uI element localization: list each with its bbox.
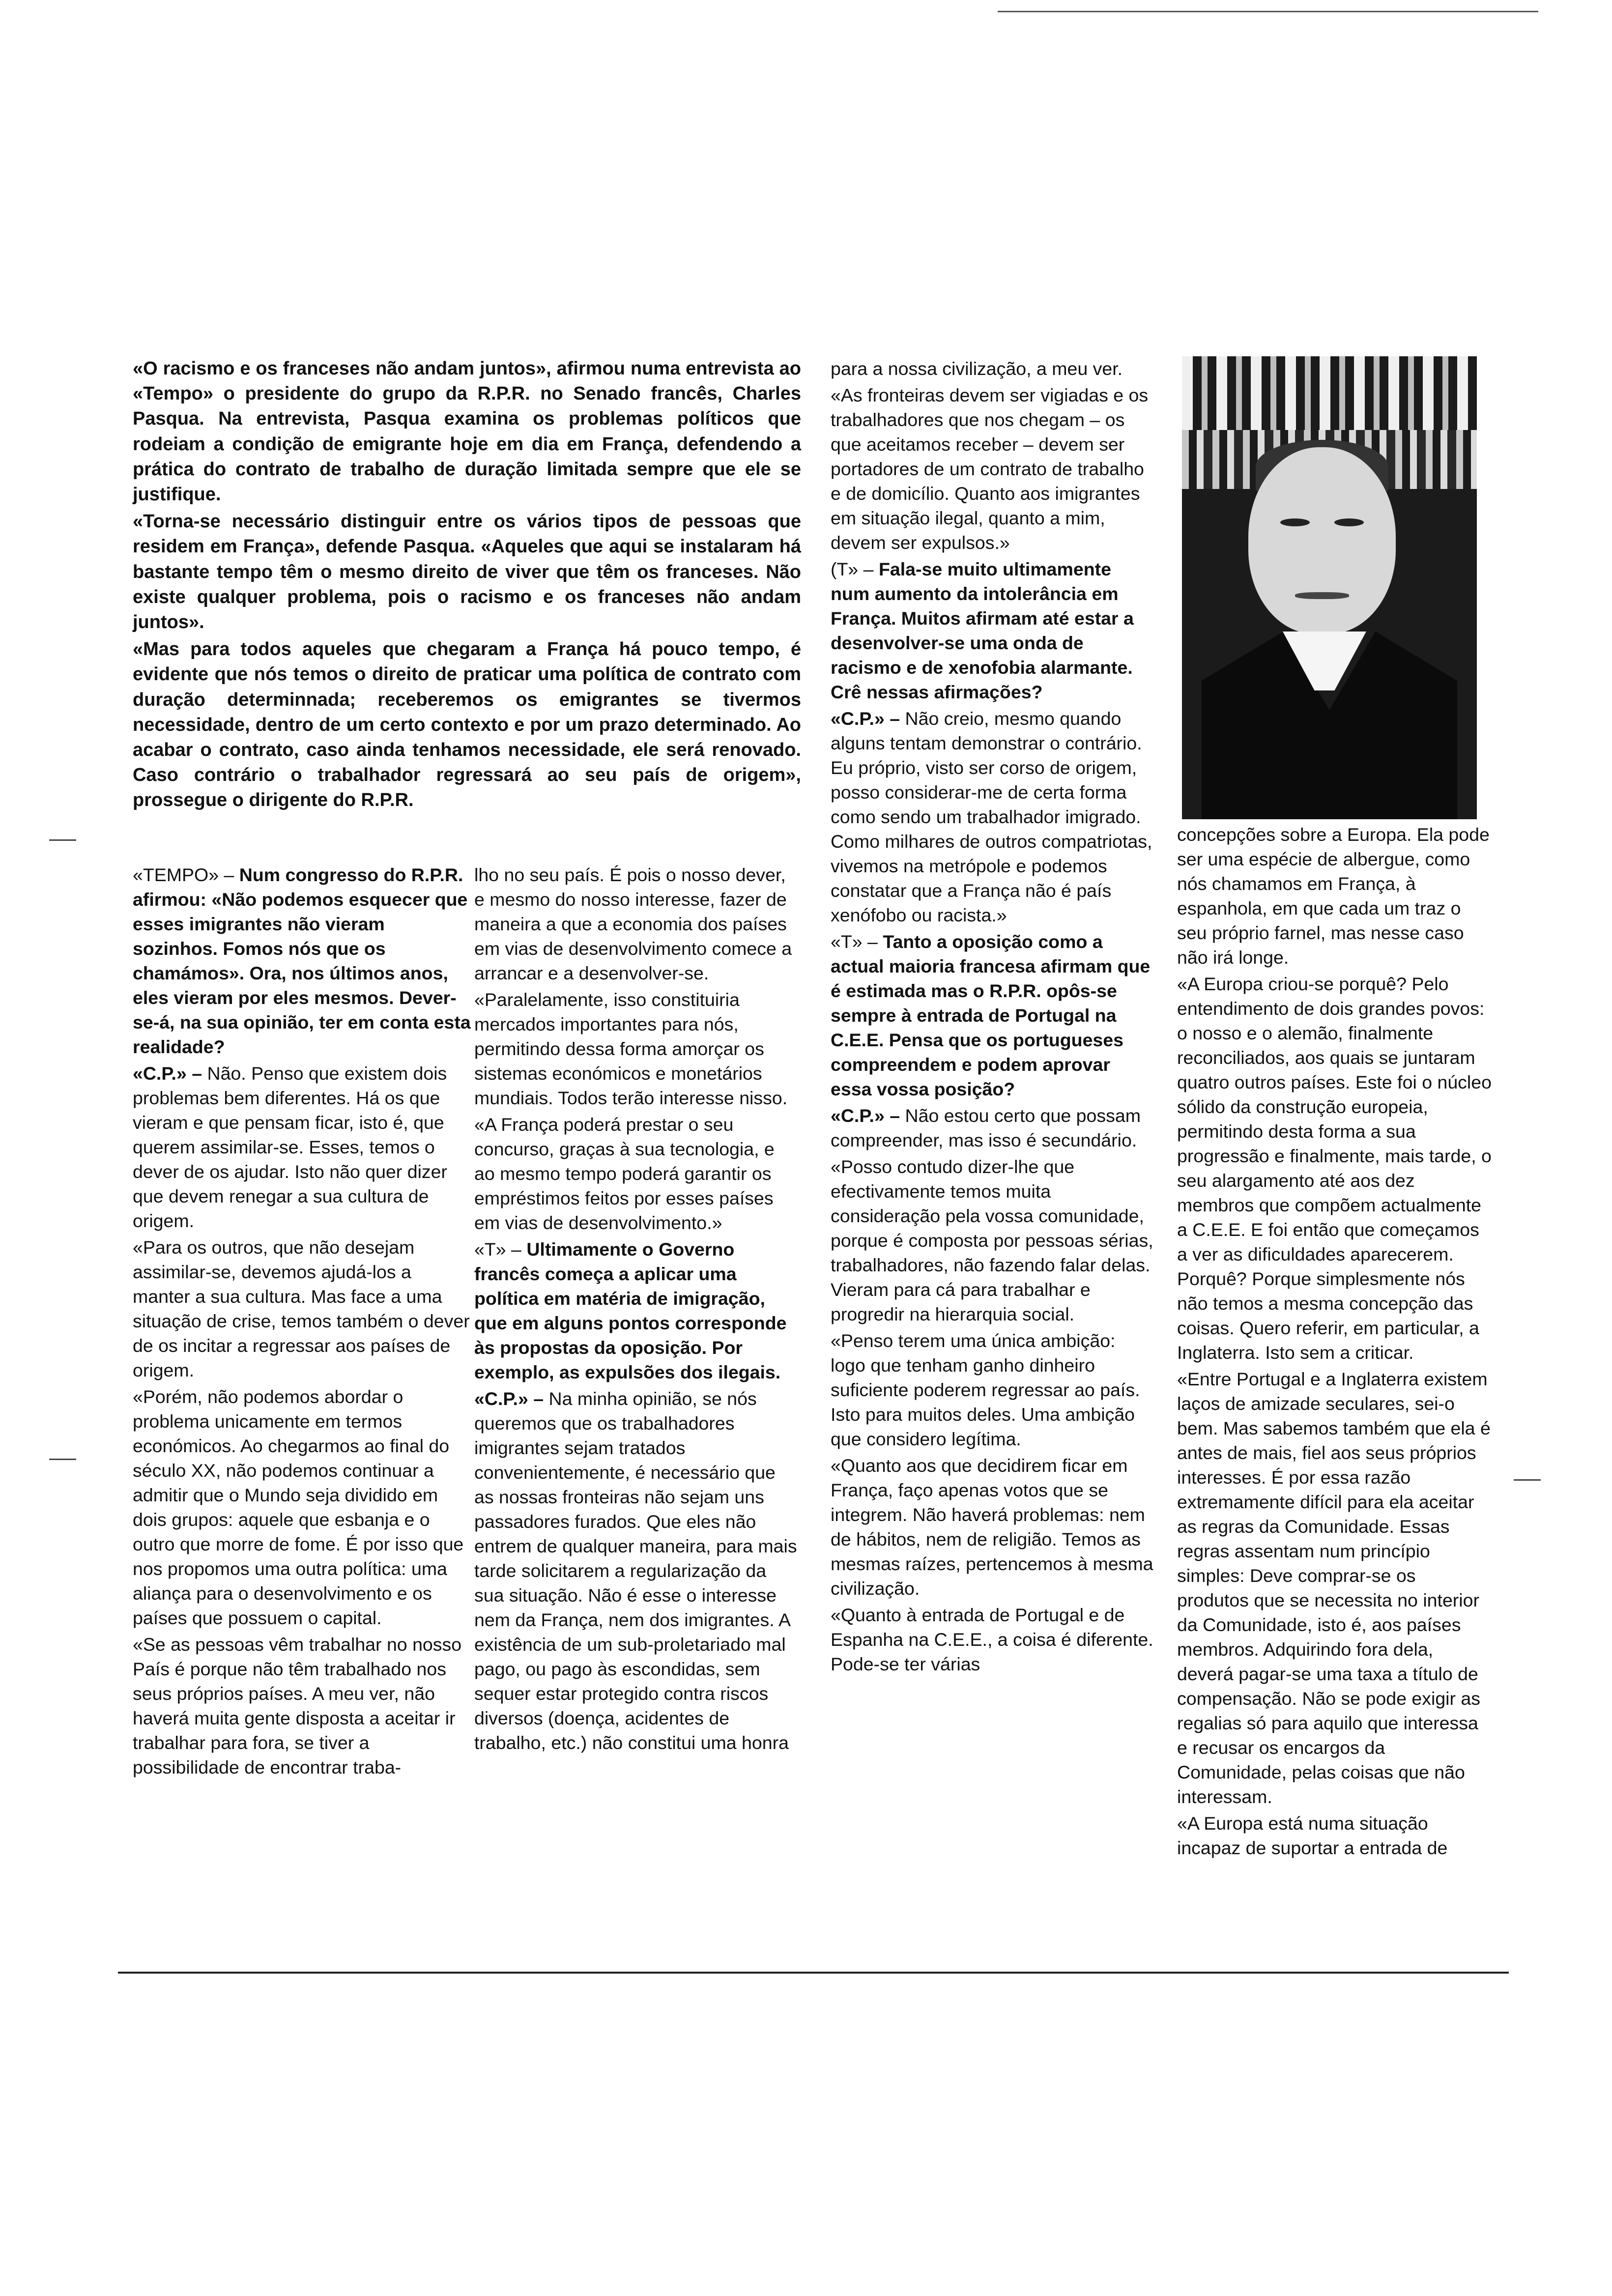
- body-paragraph: «A França poderá prestar o seu concurso, graças à sua tecnologia, e ao mesmo tempo poderá garantir os empréstimos feitos por esses países em vias de desenvolvimento.»: [474, 1114, 775, 1233]
- question: [831, 557, 1155, 704]
- speaker-label: «C.P.» –: [133, 1063, 202, 1084]
- article-column-3: [831, 356, 1155, 1676]
- speaker-label: «C.P.» –: [831, 1105, 900, 1126]
- portrait-eye: [1280, 518, 1310, 526]
- bottom-rule: [118, 1972, 1509, 1974]
- body-paragraph: «A Europa está numa situação incapaz de suportar a entrada de: [1177, 1813, 1448, 1858]
- question: [133, 862, 472, 1059]
- answer: [474, 1386, 799, 1755]
- portrait-face: [1248, 447, 1396, 634]
- body-paragraph: «Quanto aos que decidirem ficar em França, faço apenas votos que se integrem. Não haverá problemas: nem de hábitos, nem de religião. Temos as mesmas raízes, pertencemos à mesma civilização.: [831, 1455, 1153, 1599]
- body-paragraph: «Posso contudo dizer-lhe que efectivamente temos muita consideração pela vossa comunidade, porque é composta por pessoas sérias, trabalhadores, não fazendo falar delas. Vieram para cá para trabalhar e progredir na hierarquia social.: [831, 1156, 1153, 1324]
- lead-section: [133, 356, 801, 813]
- question-text: Tanto a oposição como a actual maioria francesa afirmam que é estimada mas o R.P.R. opôs-se sempre à entrada de Portugal na C.E.E. Pensa que os portugueses compreendem e podem aprovar essa vossa posição?: [831, 931, 1151, 1099]
- question: [831, 929, 1155, 1101]
- body-paragraph: «As fronteiras devem ser vigiadas e os trabalhadores que nos chegam – os que aceitamos receber – devem ser portadores de um contrato de trabalho e de domicílio. Quanto aos imigrantes em situação ilegal, quanto a mim, devem ser expulsos.»: [831, 385, 1149, 553]
- lead-paragraph: «O racismo e os franceses não andam juntos», afirmou numa entrevista ao «Tempo» o presidente do grupo da R.P.R. no Senado francês, Charles Pasqua. Na entrevista, Pasqua examina os problemas políticos que rodeiam a condição de emigrante hoje em dia em França, defendendo a prática do contrato de trabalho de duração limitada sempre que ele se justifique.: [133, 358, 801, 505]
- question: [474, 1237, 799, 1384]
- speaker-label: «T» –: [474, 1239, 521, 1260]
- speaker-label: «C.P.» –: [831, 708, 900, 729]
- portrait-eye: [1334, 518, 1364, 526]
- body-paragraph: «Paralelamente, isso constituiria mercados importantes para nós, permitindo dessa forma amorçar os sistemas económicos e monetários mundiais. Todos terão interesse nisso.: [474, 989, 788, 1108]
- body-paragraph: «Penso terem uma única ambição: logo que tenham ganho dinheiro suficiente poderem regressar ao país. Isto para muitos deles. Uma ambição que considero legítima.: [831, 1330, 1140, 1449]
- question-text: Fala-se muito ultimamente num aumento da intolerância em França. Muitos afirmam até estar a desenvolver-se uma onda de racismo e de xenofobia alarmante. Crê nessas afirmações?: [831, 559, 1134, 702]
- question-text: Ultimamente o Governo francês começa a aplicar uma política em matéria de imigração, que em alguns pontos corresponde às propostas da oposição. Por exemplo, as expulsões dos ilegais.: [474, 1239, 787, 1382]
- answer: [831, 706, 1155, 927]
- question-text: Num congresso do R.P.R. afirmou: «Não podemos esquecer que esses imigrantes não vieram sozinhos. Fomos nós que os chamámos». Ora, nos últimos anos, eles vieram por eles mesmos. Dever-se-á, na sua opinião, ter em conta esta realidade?: [133, 864, 471, 1057]
- bookshelf-background: [1182, 356, 1477, 430]
- answer-text: Não. Penso que existem dois problemas bem diferentes. Há os que vieram e que pensam ficar, isto é, que querem assimilar-se. Esses, temos o dever de os ajudar. Isto não quer dizer que devem renegar a sua cultura de origem.: [133, 1063, 447, 1231]
- answer-text: Não creio, mesmo quando alguns tentam demonstrar o contrário. Eu próprio, visto ser corso de origem, posso considerar-me de certa forma como sendo um trabalhador imigrado. Como milhares de outros compatriotas, vivemos na metrópole e podemos constatar que a França não é país xenófobo ou racista.»: [831, 708, 1152, 925]
- body-paragraph: concepções sobre a Europa. Ela pode ser uma espécie de albergue, como nós chamamos em França, à espanhola, em que cada um traz o seu próprio farnel, mas nesse caso não irá longe.: [1177, 824, 1490, 968]
- lead-paragraph: «Mas para todos aqueles que chegaram a França há pouco tempo, é evidente que nós temos o direito de praticar uma política de contrato com duração determinnada; receberemos os emigrantes se tivermos necessidade, dentro de um certo contexto e por um prazo determinado. Ao acabar o contrato, caso ainda tenhamos necessidade, ele será renovado. Caso contrário o trabalhador regressará ao seu país de origem», prossegue o dirigente do R.P.R.: [133, 639, 801, 811]
- speaker-label: «T» –: [831, 931, 878, 952]
- article-column-1: [133, 862, 472, 1779]
- article-column-2: [474, 862, 799, 1755]
- portrait-mouth: [1295, 592, 1349, 599]
- body-paragraph: «Se as pessoas vêm trabalhar no nosso País é porque não têm trabalhado nos seus próprios países. A meu ver, não haverá muita gente disposta a aceitar ir trabalhar para fora, se tiver a possibilidade de encontrar traba-: [133, 1634, 462, 1778]
- article-column-4: [1177, 822, 1492, 1860]
- speaker-label: «C.P.» –: [474, 1388, 544, 1409]
- answer-text: Na minha opinião, se nós queremos que os trabalhadores imigrantes sejam tratados convenientemente, é necessário que as nossas fronteiras não sejam uns passadores furados. Que eles não entrem de qualquer maneira, para mais tarde solicitarem a regularização da sua situação. Não é esse o interesse nem da França, nem dos imigrantes. A existência de um sub-proletariado mal pago, ou pago às escondidas, sem sequer estar protegido contra riscos diversos (doença, acidentes de trabalho, etc.) não constitui uma honra: [474, 1388, 797, 1753]
- body-paragraph: «Para os outros, que não desejam assimilar-se, devemos ajudá-los a manter a sua cultura. Mas face a uma situação de crise, temos também o dever de os incitar a regressar aos países de origem.: [133, 1237, 470, 1380]
- margin-mark: [49, 1459, 76, 1460]
- answer: [133, 1061, 472, 1233]
- answer-text: Não estou certo que possam compreender, mas isso é secundário.: [831, 1105, 1141, 1150]
- body-paragraph: «Quanto à entrada de Portugal e de Espanha na C.E.E., a coisa é diferente. Pode-se ter várias: [831, 1605, 1153, 1674]
- body-paragraph: lho no seu país. É pois o nosso dever, e mesmo do nosso interesse, fazer de maneira a que a economia dos países em vias de desenvolvimento comece a arrancar e a desenvolver-se.: [474, 864, 792, 983]
- top-rule: [998, 11, 1538, 12]
- speaker-label: (T» –: [831, 559, 874, 579]
- portrait-photo: [1182, 356, 1477, 819]
- body-paragraph: «A Europa criou-se porquê? Pelo entendimento de dois grandes povos: o nosso e o alemão, finalmente reconciliados, aos quais se juntaram quatro outros países. Este foi o núcleo sólido da construção europeia, permitindo desta forma a sua progressão e finalmente, mais tarde, o seu alargamento até aos dez membros que compõem actualmente a C.E.E. E foi então que começamos a ver as dificuldades aparecerem. Porquê? Porque simplesmente nós não temos a mesma concepção das coisas. Quero referir, em particular, a Inglaterra. Isto sem a criticar.: [1177, 974, 1492, 1363]
- body-paragraph: «Entre Portugal e a Inglaterra existem laços de amizade seculares, sei-o bem. Mas sabemos também que ela é antes de mais, fiel aos seus próprios interesses. É por essa razão extremamente difícil para ela aceitar as regras da Comunidade. Essas regras assentam num princípio simples: Deve comprar-se os produtos que se necessita no interior da Comunidade, isto é, aos países membros. Adquirindo fora dela, deverá pagar-se uma taxa a título de compensação. Não se pode exigir as regalias só para aquilo que interessa e recusar os encargos da Comunidade, pelas coisas que não interessam.: [1177, 1369, 1491, 1807]
- body-paragraph: para a nossa civilização, a meu ver.: [831, 358, 1123, 379]
- body-paragraph: «Porém, não podemos abordar o problema unicamente em termos económicos. Ao chegarmos ao final do século XX, não podemos continuar a admitir que o Mundo seja dividido em dois grupos: aquele que esbanja e o outro que morre de fome. É por isso que nos propomos uma outra política: uma aliança para o desenvolvimento e os países que possuem o capital.: [133, 1386, 464, 1628]
- margin-mark: [1514, 1479, 1541, 1481]
- answer: [831, 1103, 1155, 1152]
- lead-paragraph: «Torna-se necessário distinguir entre os vários tipos de pessoas que residem em França», defende Pasqua. «Aqueles que aqui se instalaram há bastante tempo têm o mesmo direito de viver que têm os franceses. Não existe qualquer problema, pois o racismo e os franceses não andam juntos».: [133, 511, 801, 633]
- speaker-label: «TEMPO» –: [133, 864, 234, 885]
- margin-mark: [49, 839, 76, 841]
